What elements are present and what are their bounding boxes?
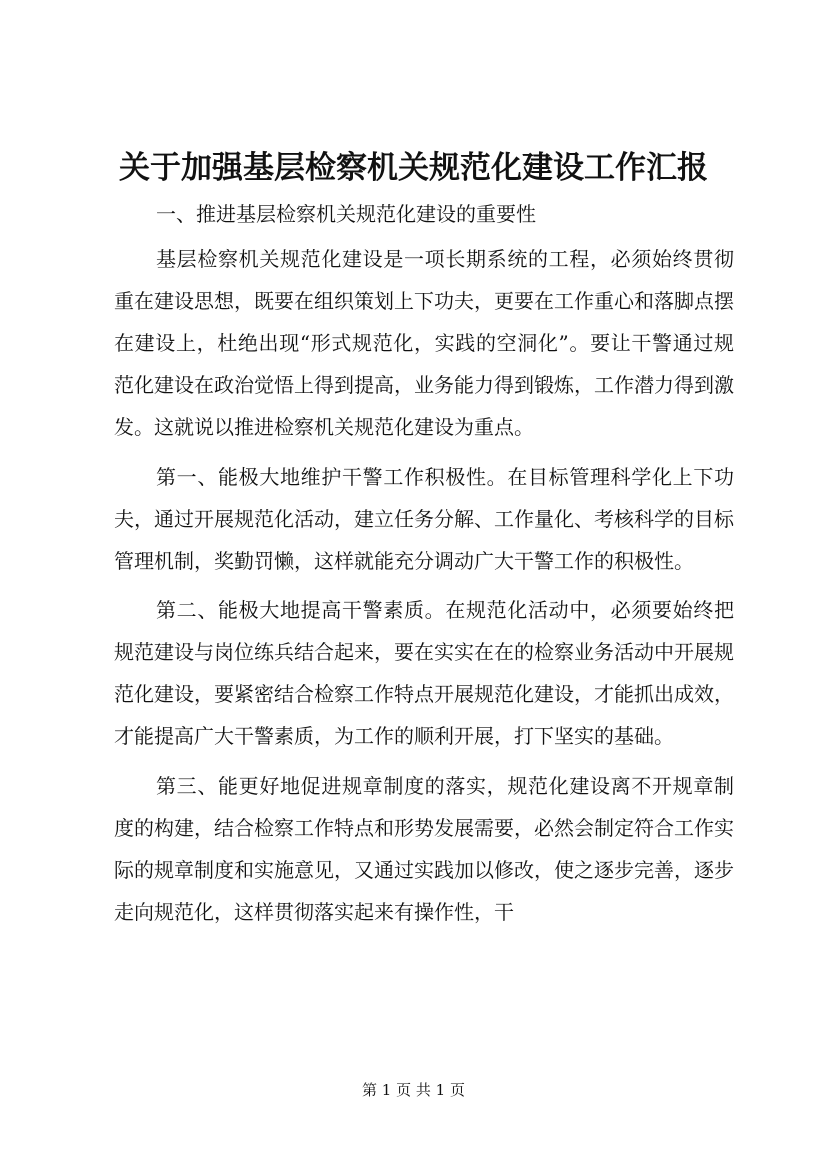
- document-body: [114, 197, 734, 933]
- paragraph-4: 第三、能更好地促进规章制度的落实，规范化建设离不开规章制度的构建，结合检察工作特点和形势发展需要，必然会制定符合工作实际的规章制度和实施意见，又通过实践加以修改，使之逐步完善，逐步走向规范化，这样贯彻落实起来有操作性，干: [114, 774, 734, 924]
- document-title: 关于加强基层检察机关规范化建设工作汇报: [119, 150, 708, 186]
- paragraph-3: 第二、能极大地提高干警素质。在规范化活动中，必须要始终把规范建设与岗位练兵结合起来，要在实实在在的检察业务活动中开展规范化建设，要紧密结合检察工作特点开展规范化建设，才能抓出成效，才能提高广大干警素质，为工作的顺利开展，打下坚实的基础。: [114, 598, 734, 748]
- page-footer: 第 1 页 共 1 页: [362, 1081, 465, 1099]
- paragraph-1: 基层检察机关规范化建设是一项长期系统的工程，必须始终贯彻重在建设思想，既要在组织策划上下功夫，更要在工作重心和落脚点摆在建设上，杜绝出现“形式规范化，实践的空洞化”。要让干警通过规范化建设在政治觉悟上得到提高，业务能力得到锻炼，工作潜力得到激发。这就说以推进检察机关规范化建设为重点。: [114, 247, 734, 439]
- section-heading: 一、推进基层检察机关规范化建设的重要性: [156, 202, 536, 226]
- paragraph-2: 第一、能极大地维护干警工作积极性。在目标管理科学化上下功夫，通过开展规范化活动，建立任务分解、工作量化、考核科学的目标管理机制，奖勤罚懒，这样就能充分调动广大干警工作的积极性。: [114, 465, 734, 573]
